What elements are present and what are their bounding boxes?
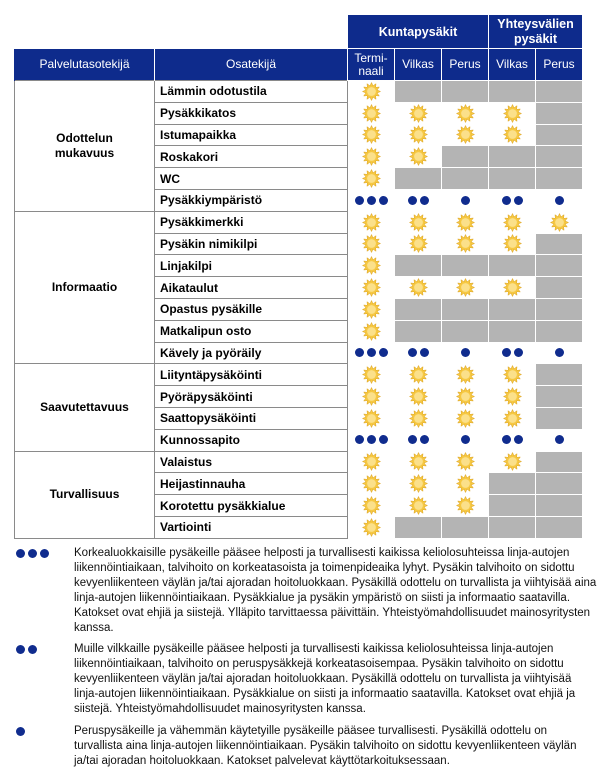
sun-star-icon: [362, 322, 381, 341]
rating-cell: [489, 407, 536, 429]
sun-star-icon: [409, 213, 428, 232]
sun-star-icon: [362, 147, 381, 166]
sun-star-icon: [503, 409, 522, 428]
rating-cell: [536, 320, 583, 342]
rating-cell: [442, 211, 489, 233]
rating-cell: [395, 211, 442, 233]
factor-label: Aikataulut: [155, 277, 348, 299]
col-header-palvelutasotekija: Palvelutasotekijä: [15, 49, 155, 81]
rating-cell: [348, 146, 395, 168]
rating-cell: [395, 386, 442, 408]
dot-icon: [461, 348, 470, 357]
dot-icon: [367, 196, 376, 205]
dot-rating: [500, 435, 524, 444]
rating-cell: [442, 364, 489, 386]
dot-icon: [40, 549, 49, 558]
rating-cell: [348, 255, 395, 277]
dot-rating: [553, 435, 565, 444]
dot-rating: [406, 435, 430, 444]
rating-cell: [348, 451, 395, 473]
header-blank: [15, 15, 348, 49]
rating-cell: [395, 516, 442, 538]
rating-cell: [395, 364, 442, 386]
category-label: Informaatio: [15, 211, 155, 364]
factor-label: Pyöräpysäköinti: [155, 386, 348, 408]
dot-icon: [514, 435, 523, 444]
sun-star-icon: [362, 278, 381, 297]
sun-star-icon: [456, 474, 475, 493]
rating-cell: [489, 168, 536, 190]
dot-icon: [502, 196, 511, 205]
sun-star-icon: [409, 365, 428, 384]
factor-label: Opastus pysäkille: [155, 298, 348, 320]
rating-cell: [442, 124, 489, 146]
rating-cell: [489, 495, 536, 517]
rating-cell: [489, 124, 536, 146]
rating-cell: [348, 298, 395, 320]
sun-star-icon: [362, 300, 381, 319]
rating-cell: [395, 102, 442, 124]
sun-star-icon: [362, 518, 381, 537]
dot-rating: [14, 549, 50, 566]
dot-rating: [353, 348, 389, 357]
sun-star-icon: [409, 387, 428, 406]
rating-cell: [348, 277, 395, 299]
rating-cell: [442, 81, 489, 103]
rating-cell: [536, 102, 583, 124]
rating-cell: [536, 189, 583, 211]
dot-icon: [502, 348, 511, 357]
rating-cell: [536, 146, 583, 168]
sun-star-icon: [362, 474, 381, 493]
rating-cell: [395, 320, 442, 342]
sun-star-icon: [456, 496, 475, 515]
sun-star-icon: [503, 387, 522, 406]
sun-star-icon: [456, 125, 475, 144]
rating-cell: [536, 168, 583, 190]
dot-icon: [514, 348, 523, 357]
rating-cell: [442, 255, 489, 277]
sun-star-icon: [409, 147, 428, 166]
factor-label: Pysäkkimerkki: [155, 211, 348, 233]
sun-star-icon: [456, 409, 475, 428]
legend-text: Muille vilkkaille pysäkeille pääsee helposti ja turvallisesti kaikissa keliolosuhteissa linja-autojen liikennöintiaikaan, talvihoito on peruspysäkkejä korkeatasoisempaa. Pysäkin talvihoito on sidottu kevyenliikenteen väylän ja/tai ajoradan hoitoluokkaan. Pysäkillä odottelu on turvallista ja viihtyisää linja-autojen liikennöintiaikaan. Pysäkkialue on siisti ja informaatio saatavilla. Katokset ovat ehjiä ja siistejä. Yhteistyömahdollisuudet mainosyritysten kanssa.: [74, 643, 576, 715]
factor-label: WC: [155, 168, 348, 190]
rating-cell: [489, 386, 536, 408]
rating-cell: [395, 407, 442, 429]
rating-cell: [395, 298, 442, 320]
rating-cell: [442, 146, 489, 168]
dot-rating: [353, 435, 389, 444]
sun-star-icon: [362, 365, 381, 384]
rating-cell: [348, 386, 395, 408]
dot-rating: [353, 196, 389, 205]
table-row: [15, 81, 583, 103]
rating-cell: [536, 364, 583, 386]
rating-cell: [395, 342, 442, 364]
dot-icon: [28, 549, 37, 558]
dot-icon: [355, 435, 364, 444]
sun-star-icon: [550, 213, 569, 232]
rating-cell: [395, 124, 442, 146]
factor-label: Liityntäpysäköinti: [155, 364, 348, 386]
factor-label: Linjakilpi: [155, 255, 348, 277]
sun-star-icon: [456, 387, 475, 406]
rating-cell: [442, 429, 489, 451]
rating-cell: [395, 451, 442, 473]
dot-icon: [420, 435, 429, 444]
subcol-header-1: Vilkas: [395, 49, 442, 81]
sun-star-icon: [409, 409, 428, 428]
dot-rating: [553, 196, 565, 205]
rating-cell: [489, 342, 536, 364]
rating-cell: [395, 473, 442, 495]
rating-cell: [395, 233, 442, 255]
rating-cell: [348, 124, 395, 146]
rating-cell: [489, 277, 536, 299]
rating-cell: [395, 168, 442, 190]
sun-star-icon: [362, 169, 381, 188]
rating-cell: [348, 81, 395, 103]
rating-cell: [489, 102, 536, 124]
sun-star-icon: [362, 213, 381, 232]
dot-icon: [420, 196, 429, 205]
sun-star-icon: [456, 278, 475, 297]
rating-cell: [536, 233, 583, 255]
rating-cell: [442, 102, 489, 124]
rating-cell: [442, 320, 489, 342]
table-row: [15, 364, 583, 386]
rating-cell: [536, 255, 583, 277]
dot-rating: [459, 348, 471, 357]
sun-star-icon: [456, 365, 475, 384]
sun-star-icon: [362, 256, 381, 275]
dot-icon: [379, 435, 388, 444]
dot-icon: [408, 435, 417, 444]
rating-cell: [395, 81, 442, 103]
rating-cell: [536, 386, 583, 408]
rating-cell: [489, 211, 536, 233]
sun-star-icon: [362, 125, 381, 144]
rating-cell: [348, 364, 395, 386]
dot-icon: [461, 196, 470, 205]
subcol-header-4: Perus: [536, 49, 583, 81]
dot-icon: [502, 435, 511, 444]
table-row: [15, 451, 583, 473]
rating-cell: [442, 516, 489, 538]
sun-star-icon: [409, 452, 428, 471]
sun-star-icon: [503, 365, 522, 384]
rating-cell: [489, 451, 536, 473]
rating-cell: [489, 516, 536, 538]
rating-cell: [348, 211, 395, 233]
rating-cell: [536, 429, 583, 451]
dot-rating: [500, 348, 524, 357]
rating-cell: [489, 146, 536, 168]
factor-label: Pysäkkikatos: [155, 102, 348, 124]
sun-star-icon: [362, 82, 381, 101]
rating-cell: [442, 451, 489, 473]
factor-label: Pysäkin nimikilpi: [155, 233, 348, 255]
rating-cell: [348, 320, 395, 342]
dot-rating: [500, 196, 524, 205]
sun-star-icon: [409, 125, 428, 144]
dot-icon: [355, 348, 364, 357]
dot-icon: [16, 727, 25, 736]
dot-icon: [28, 645, 37, 654]
dot-rating: [14, 645, 38, 662]
dot-icon: [367, 348, 376, 357]
category-label: Saavutettavuus: [15, 364, 155, 451]
rating-cell: [489, 429, 536, 451]
rating-cell: [536, 298, 583, 320]
factor-label: Matkalipun osto: [155, 320, 348, 342]
category-label: Turvallisuus: [15, 451, 155, 538]
sun-star-icon: [503, 234, 522, 253]
dot-icon: [555, 435, 564, 444]
rating-cell: [442, 495, 489, 517]
rating-cell: [442, 189, 489, 211]
sun-star-icon: [503, 452, 522, 471]
legend-text: Korkealuokkaisille pysäkeille pääsee helposti ja turvallisesti kaikissa keliolosuhteissa linja-autojen liikennöintiaikaan, talvihoito on korkeatasoista ja toimenpideaika lyhyt. Pysäkin talvihoito on sidottu kevyenliikenteen väylän ja/tai ajoradan hoitoluokkaan. Pysäkillä odottelu on turvallista ja viihtyisää aina linja-autojen liikennöintiaikaan. Pysäkkialue ja pysäkin ympäristö on siisti ja informaatio saatavilla. Katokset ovat ehjiä ja siistejä. Ylläpito tarvittaessa päivittäin. Yhteistyömahdollisuudet mainosyritysten kanssa.: [74, 547, 597, 634]
sun-star-icon: [362, 409, 381, 428]
factor-label: Saattopysäköinti: [155, 407, 348, 429]
dot-rating: [459, 435, 471, 444]
factor-label: Pysäkkiympäristö: [155, 189, 348, 211]
rating-cell: [395, 146, 442, 168]
rating-cell: [536, 451, 583, 473]
legend-item: [14, 724, 598, 769]
rating-cell: [489, 81, 536, 103]
rating-cell: [395, 277, 442, 299]
sun-star-icon: [409, 104, 428, 123]
rating-cell: [536, 342, 583, 364]
rating-cell: [348, 516, 395, 538]
rating-cell: [442, 233, 489, 255]
sun-star-icon: [503, 213, 522, 232]
dot-icon: [420, 348, 429, 357]
rating-cell: [348, 102, 395, 124]
sun-star-icon: [456, 452, 475, 471]
dot-icon: [461, 435, 470, 444]
sun-star-icon: [409, 496, 428, 515]
sun-star-icon: [456, 234, 475, 253]
rating-cell: [348, 233, 395, 255]
rating-cell: [442, 407, 489, 429]
dot-icon: [408, 348, 417, 357]
sun-star-icon: [456, 213, 475, 232]
dot-icon: [408, 196, 417, 205]
sun-star-icon: [409, 278, 428, 297]
rating-cell: [348, 473, 395, 495]
dot-icon: [379, 348, 388, 357]
dot-rating: [406, 196, 430, 205]
legend-item: [14, 546, 598, 636]
service-level-table: [14, 14, 583, 539]
factor-label: Vartiointi: [155, 516, 348, 538]
dot-icon: [379, 196, 388, 205]
rating-cell: [489, 473, 536, 495]
rating-cell: [442, 168, 489, 190]
rating-cell: [348, 189, 395, 211]
rating-cell: [442, 473, 489, 495]
factor-label: Kunnossapito: [155, 429, 348, 451]
rating-cell: [348, 429, 395, 451]
factor-label: Istumapaikka: [155, 124, 348, 146]
sun-star-icon: [409, 234, 428, 253]
factor-label: Korotettu pysäkkialue: [155, 495, 348, 517]
dot-rating: [14, 727, 26, 744]
rating-cell: [489, 364, 536, 386]
rating-cell: [348, 168, 395, 190]
rating-cell: [536, 407, 583, 429]
legend-text: Peruspysäkeille ja vähemmän käytetyille pysäkeille pääsee turvallisesti. Pysäkillä odottelu on turvallista aina linja-autojen liikennöintiaikaan. Pysäkin talvihoito on sidottu kevyenliikenteen väylän ja/tai ajoradan hoitoluokkaan. Katokset palvelevat käyttötarkoituksessaan.: [74, 725, 577, 767]
sun-star-icon: [456, 104, 475, 123]
sun-star-icon: [409, 474, 428, 493]
group-header-kuntapysakit: Kuntapysäkit: [348, 15, 489, 49]
rating-cell: [536, 124, 583, 146]
rating-cell: [348, 407, 395, 429]
rating-cell: [442, 342, 489, 364]
rating-cell: [395, 255, 442, 277]
rating-cell: [489, 189, 536, 211]
rating-cell: [348, 495, 395, 517]
rating-cell: [442, 386, 489, 408]
sun-star-icon: [362, 496, 381, 515]
dot-icon: [555, 196, 564, 205]
dot-icon: [355, 196, 364, 205]
col-header-osatekija: Osatekijä: [155, 49, 348, 81]
dot-icon: [514, 196, 523, 205]
table-row: [15, 211, 583, 233]
rating-cell: [536, 81, 583, 103]
rating-cell: [489, 298, 536, 320]
rating-cell: [489, 233, 536, 255]
rating-cell: [348, 342, 395, 364]
rating-cell: [489, 255, 536, 277]
sun-star-icon: [362, 452, 381, 471]
legend-item: [14, 642, 598, 717]
rating-cell: [442, 277, 489, 299]
rating-cell: [536, 211, 583, 233]
factor-label: Heijastinnauha: [155, 473, 348, 495]
factor-label: Valaistus: [155, 451, 348, 473]
dot-icon: [555, 348, 564, 357]
dot-rating: [459, 196, 471, 205]
group-header-yhteysvalien: Yhteysvälien pysäkit: [489, 15, 583, 49]
dot-rating: [406, 348, 430, 357]
sun-star-icon: [362, 104, 381, 123]
rating-cell: [536, 495, 583, 517]
subcol-header-0: Termi- naali: [348, 49, 395, 81]
rating-cell: [395, 429, 442, 451]
rating-cell: [395, 495, 442, 517]
factor-label: Kävely ja pyöräily: [155, 342, 348, 364]
sun-star-icon: [503, 278, 522, 297]
dot-icon: [16, 549, 25, 558]
category-label: Odottelun mukavuus: [15, 81, 155, 212]
subcol-header-3: Vilkas: [489, 49, 536, 81]
dot-icon: [16, 645, 25, 654]
sun-star-icon: [503, 104, 522, 123]
sun-star-icon: [362, 387, 381, 406]
sun-star-icon: [503, 125, 522, 144]
rating-cell: [536, 277, 583, 299]
rating-cell: [442, 298, 489, 320]
subcol-header-2: Perus: [442, 49, 489, 81]
rating-cell: [395, 189, 442, 211]
rating-cell: [536, 473, 583, 495]
factor-label: Roskakori: [155, 146, 348, 168]
sun-star-icon: [362, 234, 381, 253]
dot-rating: [553, 348, 565, 357]
factor-label: Lämmin odotustila: [155, 81, 348, 103]
dot-icon: [367, 435, 376, 444]
rating-cell: [489, 320, 536, 342]
rating-cell: [536, 516, 583, 538]
